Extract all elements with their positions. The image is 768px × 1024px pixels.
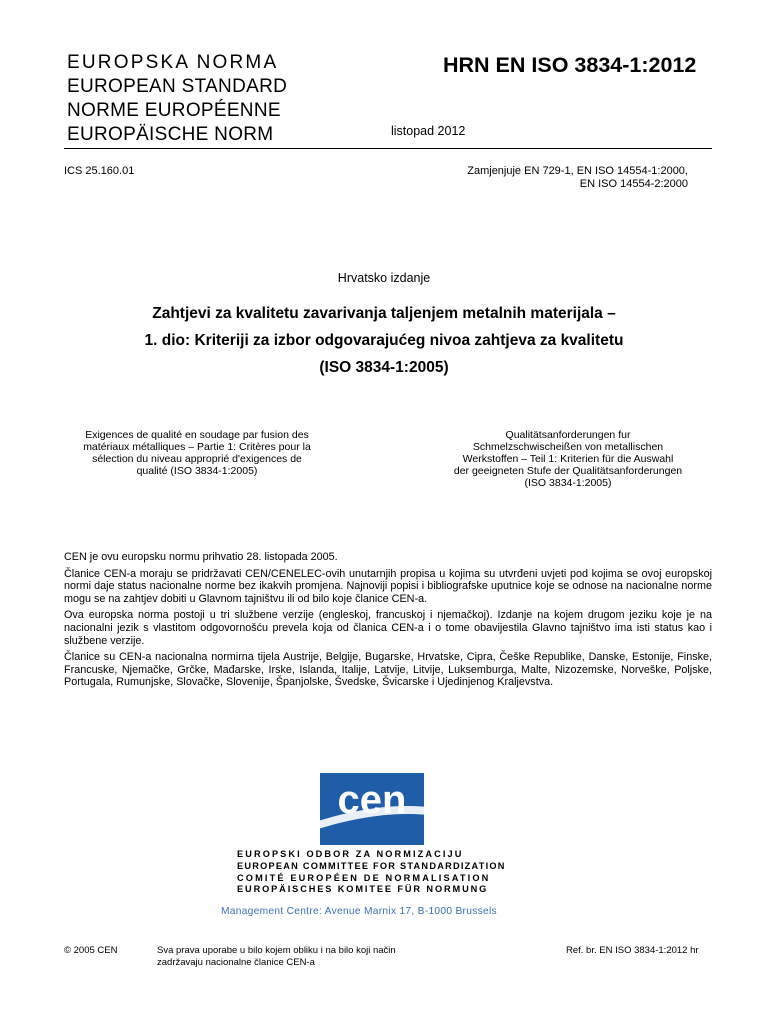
norm-name-fr: NORME EUROPÉENNE	[67, 100, 281, 121]
body-paragraph: Ova europska norma postoji u tri službene verzije (engleskoj, francuskoj i njemačkoj). Izdanje na kojem drugom jeziku koje je na nacionalni jezik s vlastitom odgovornošću prevela koja od članica CEN-a i o tome obavijestila Glavno tajništvo ima isti status kao i službene verzije.	[64, 609, 712, 647]
french-title-line: Exigences de qualité en soudage par fusion des	[85, 429, 309, 441]
org-name-fr: COMITÉ EUROPÉEN DE NORMALISATION	[237, 872, 491, 883]
edition-label: Hrvatsko izdanje	[337, 271, 431, 285]
management-centre: Management Centre: Avenue Marnix 17, B-1000 Brussels	[221, 906, 497, 917]
publication-date: listopad 2012	[391, 124, 466, 138]
org-name-de: EUROPÄISCHES KOMITEE FÜR NORMUNG	[237, 884, 489, 895]
norm-name-hr: EUROPSKA NORMA	[67, 52, 279, 73]
reference-number: Ref. br. EN ISO 3834-1:2012 hr	[566, 945, 699, 956]
replaces-note	[443, 165, 688, 191]
body-text	[64, 551, 712, 693]
french-title-line: qualité (ISO 3834-1:2005)	[136, 465, 258, 477]
german-title-line: (ISO 3834-1:2005)	[524, 477, 612, 489]
svg-text:cen: cen	[337, 778, 407, 822]
org-name-en: EUROPEAN COMMITTEE FOR STANDARDIZATION	[237, 860, 506, 871]
rights-line: Sva prava uporabe u bilo kojem obliku i na bilo koji način	[157, 945, 396, 956]
title-line: 1. dio: Kriteriji za izbor odgovarajućeg nivoa zahtjeva za kvalitetu	[144, 332, 624, 349]
title-line: Zahtjevi za kvalitetu zavarivanja taljenjem metalnih materijala –	[152, 305, 616, 322]
standard-code: HRN EN ISO 3834-1:2012	[443, 53, 697, 77]
replaces-line: EN ISO 14554-2:2000	[579, 178, 688, 190]
organisation-names	[237, 849, 506, 896]
norm-names	[67, 51, 287, 147]
norm-name-en: EUROPEAN STANDARD	[67, 76, 288, 97]
ics-code: ICS 25.160.01	[64, 165, 135, 177]
cen-logo	[320, 773, 424, 845]
copyright: © 2005 CEN	[64, 945, 118, 956]
french-title	[62, 429, 332, 477]
replaces-line: Zamjenjuje EN 729-1, EN ISO 14554-1:2000,	[467, 165, 688, 177]
rights-line: zadržavaju nacionalne članice CEN-a	[157, 957, 315, 968]
body-paragraph: Članice su CEN-a nacionalna normirna tijela Austrije, Belgije, Bugarske, Hrvatske, Cipra, Češke Republike, Danske, Estonije, Finske, Francuske, Njemačke, Grčke, Mađarske, Irske, Islanda, Italije, Latvije, Litvije, Luksemburga, Malte, Nizozemske, Norveške, Poljske, Portugala, Rumunjske, Slovačke, Slovenije, Španjolske, Švedske, Švicarske i Ujedinjenog Kraljevstva.	[64, 651, 712, 689]
french-title-line: matériaux métalliques – Partie 1: Critères pour la	[83, 441, 311, 453]
body-paragraph: CEN je ovu europsku normu prihvatio 28. listopada 2005.	[64, 551, 338, 563]
org-name-hr: EUROPSKI ODBOR ZA NORMIZACIJU	[237, 849, 464, 859]
rights-notice	[157, 945, 396, 969]
header-divider	[64, 148, 712, 149]
german-title-line: Werkstoffen – Teil 1: Kriterien für die Auswahl	[462, 453, 674, 465]
german-title	[432, 429, 704, 489]
french-title-line: sélection du niveau approprié d'exigences de	[92, 453, 302, 465]
german-title-line: der geeigneten Stufe der Qualitätsanforderungen	[453, 465, 683, 477]
body-paragraph: Članice CEN-a moraju se pridržavati CEN/CENELEC-ovih unutarnjih propisa u kojima su utvrđeni uvjeti pod kojima se ovoj europskoj normi daje status nacionalne norme bez ikakvih promjena. Najnoviji popisi i bibliografske uputnice koje se odnose na nacionalne norme mogu se na zahtjev dobiti u Glavnom tajništvu ili od bilo koje članice CEN-a.	[64, 567, 712, 605]
norm-name-de: EUROPÄISCHE NORM	[67, 124, 274, 145]
german-title-line: Schmelzschwischeißen von metallischen	[472, 441, 664, 453]
document-title	[0, 300, 768, 381]
german-title-line: Qualitätsanforderungen fur	[505, 429, 631, 441]
title-line: (ISO 3834-1:2005)	[319, 359, 449, 376]
